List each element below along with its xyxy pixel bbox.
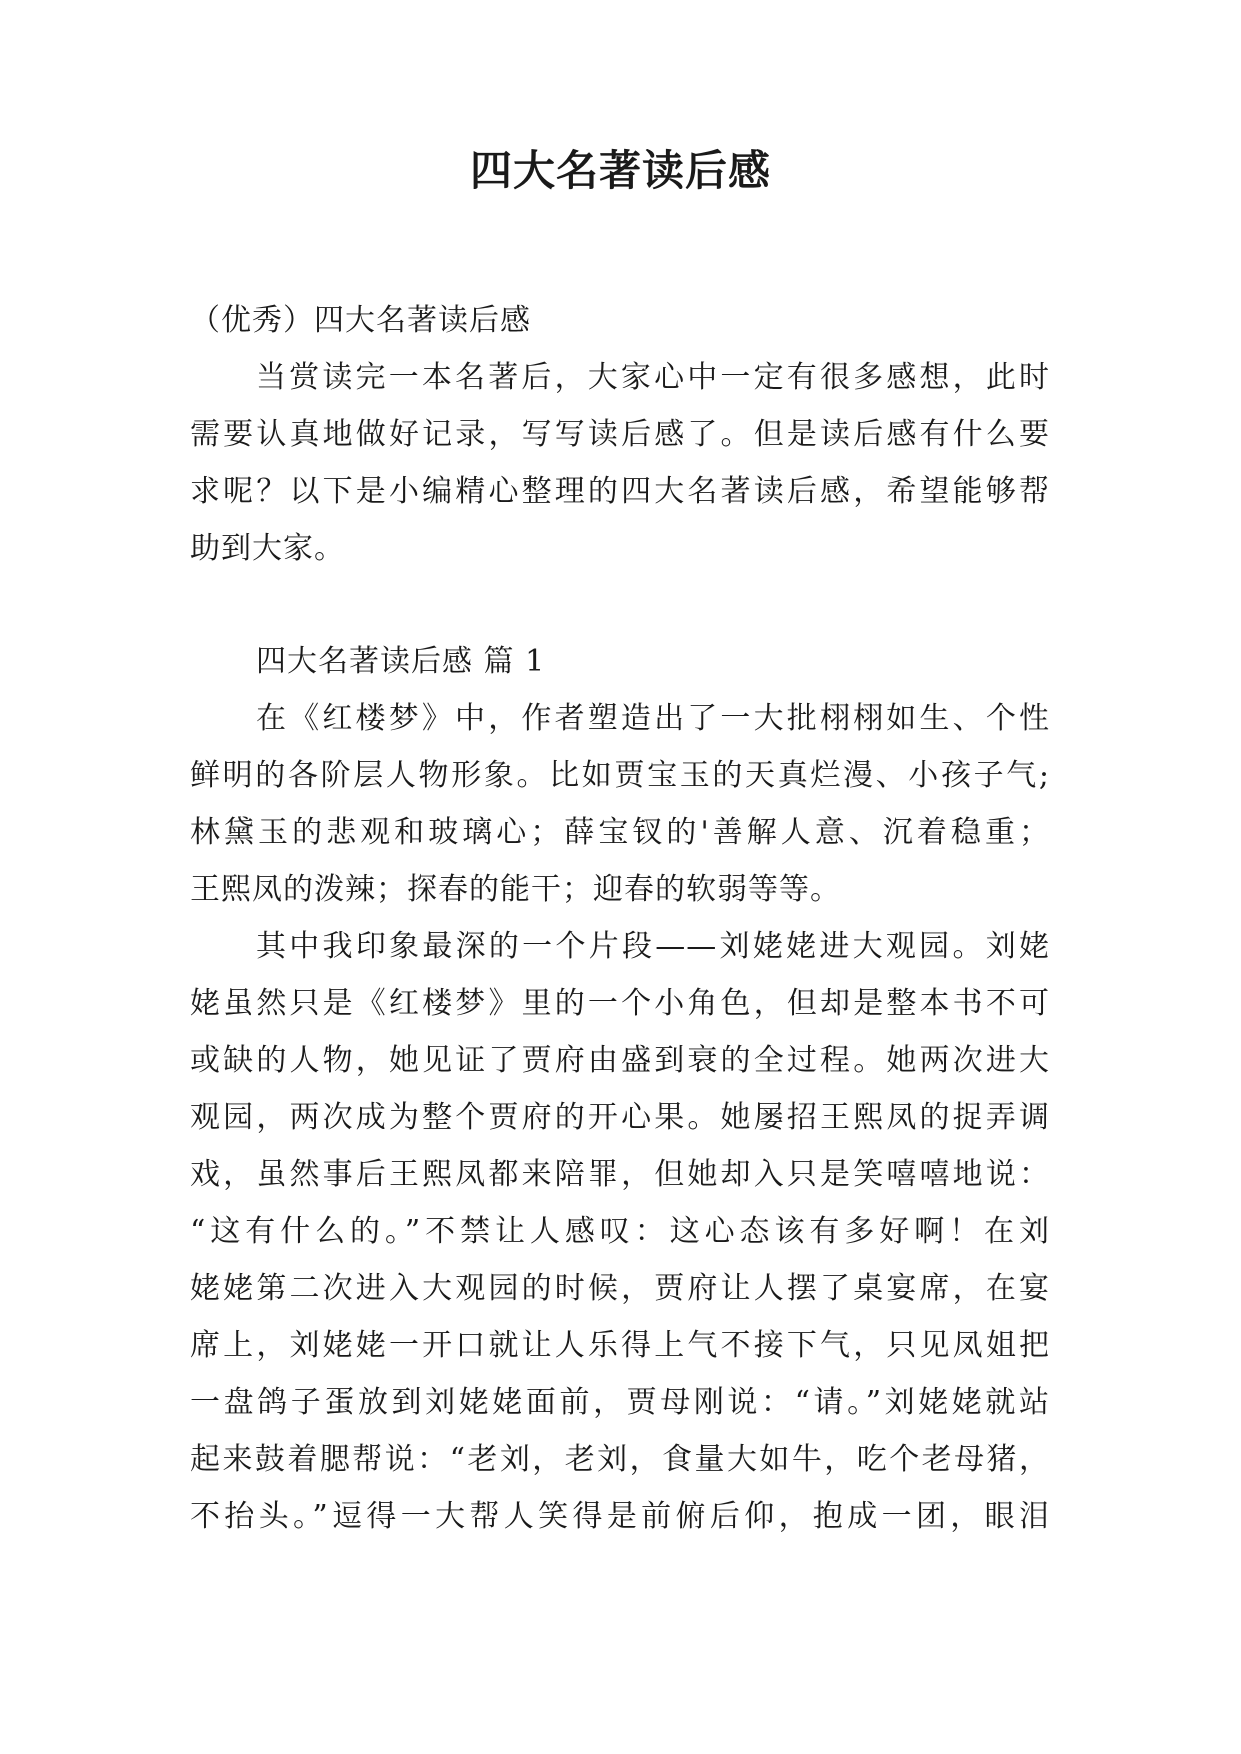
paragraph-1 — [190, 690, 1050, 918]
paragraph-line: 姥姥第二次进入大观园的时候，贾府让人摆了桌宴席，在宴 — [190, 1271, 1050, 1306]
paragraph-line: 其中我印象最深的一个片段——刘姥姥进大观园。刘姥 — [256, 929, 1050, 964]
paragraph-line: 姥虽然只是《红楼梦》里的一个小角色，但却是整本书不可 — [190, 986, 1050, 1021]
paragraph-2 — [190, 918, 1050, 1545]
paragraph-line: 林黛玉的悲观和玻璃心；薛宝钗的'善解人意、沉着稳重； — [190, 815, 1050, 850]
paragraph-line: “这有什么的。”不禁让人感叹：这心态该有多好啊！在刘 — [190, 1214, 1050, 1249]
intro-line: 需要认真地做好记录，写写读后感了。但是读后感有什么要 — [190, 417, 1050, 452]
document-title: 四大名著读后感 — [469, 146, 771, 195]
intro-line: 求呢？以下是小编精心整理的四大名著读后感，希望能够帮 — [190, 474, 1050, 509]
paragraph-line: 一盘鸽子蛋放到刘姥姥面前，贾母刚说：“请。”刘姥姥就站 — [190, 1385, 1050, 1420]
paragraph-line: 不抬头。”逗得一大帮人笑得是前俯后仰，抱成一团，眼泪 — [190, 1499, 1050, 1534]
section-spacer — [190, 577, 1050, 633]
paragraph-line: 起来鼓着腮帮说：“老刘，老刘，食量大如牛，吃个老母猪， — [190, 1442, 1050, 1477]
intro-line: 助到大家。 — [190, 531, 345, 566]
paragraph-line: 席上，刘姥姥一开口就让人乐得上气不接下气，只见凤姐把 — [190, 1328, 1050, 1363]
paragraph-line: 戏，虽然事后王熙凤都来陪罪，但她却入只是笑嘻嘻地说： — [190, 1157, 1050, 1192]
document-body — [190, 292, 1050, 1545]
intro-line: 当赏读完一本名著后，大家心中一定有很多感想，此时 — [256, 360, 1050, 395]
paragraph-line: 或缺的人物，她见证了贾府由盛到衰的全过程。她两次进大 — [190, 1043, 1050, 1078]
paragraph-line: 观园，两次成为整个贾府的开心果。她屡招王熙凤的捉弄调 — [190, 1100, 1050, 1135]
paragraph-line: 王熙凤的泼辣；探春的能干；迎春的软弱等等。 — [190, 872, 841, 907]
section-heading: 四大名著读后感 篇 1 — [256, 644, 546, 679]
intro-paragraph — [190, 349, 1050, 577]
paragraph-line: 在《红楼梦》中，作者塑造出了一大批栩栩如生、个性 — [256, 701, 1050, 736]
document-subtitle: （优秀）四大名著读后感 — [190, 303, 531, 338]
paragraph-line: 鲜明的各阶层人物形象。比如贾宝玉的天真烂漫、小孩子气; — [190, 758, 1050, 793]
